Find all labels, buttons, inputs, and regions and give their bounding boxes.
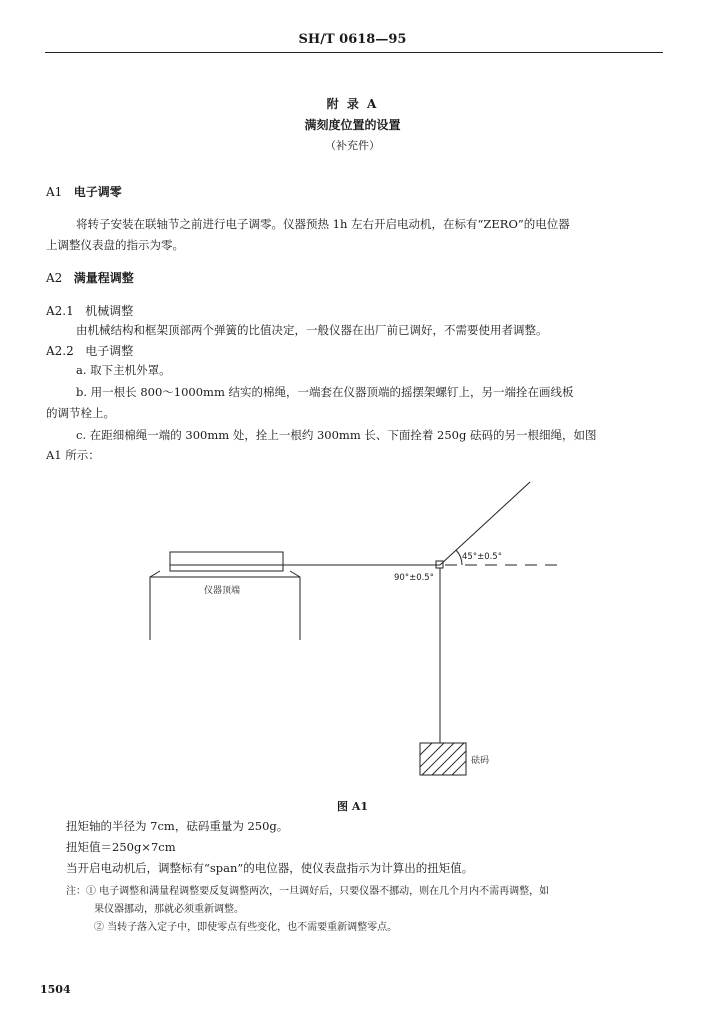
section-number: A1: [46, 185, 63, 199]
frame-edge-right: [290, 571, 300, 577]
a21-paragraph: 由机械结构和框架顶部两个弹簧的比值决定，一般仪器在出厂前已调好，不需要使用者调整。: [76, 323, 548, 337]
appendix-label: 附 录 A: [326, 97, 379, 111]
label-weight: 砝码: [471, 756, 490, 766]
section-title: 满量程调整: [73, 271, 134, 285]
label-instrument-top: 仪器顶端: [204, 586, 241, 596]
appendix-note: （补充件）: [325, 139, 380, 152]
span-adjust-line: 当开启电动机后，调整标有“span”的电位器，使仪表盘指示为计算出的扭矩值。: [66, 861, 474, 875]
section-title: 电子调整: [85, 344, 134, 358]
section-number: A2.2: [46, 344, 74, 358]
torque-radius-line: 扭矩轴的半径为 7cm，砝码重量为 250g。: [66, 819, 289, 833]
a1-paragraph-line2: 上调整仪表盘的指示为零。: [46, 238, 184, 252]
note2: ② 当转子落入定子中，即使零点有些变化，也不需要重新调整零点。: [94, 922, 398, 933]
section-a1-heading: [46, 183, 122, 200]
a22-item-a: a. 取下主机外罩。: [76, 363, 171, 377]
note1-line1: 注：① 电子调整和满量程调整要反复调整两次，一旦调好后，只要仪器不挪动，则在几个月内不需再调整，如: [66, 886, 550, 897]
weight-hatching: [420, 743, 466, 775]
section-number: A2: [46, 271, 63, 285]
appendix-title: 满刻度位置的设置: [304, 118, 401, 132]
a1-paragraph-line1: 将转子安装在联轴节之前进行电子调零。仪器预热 1h 左右开启电动机，在标有“ZERO”的电位器: [76, 217, 570, 231]
section-a2-heading: [46, 269, 134, 286]
section-title: 电子调零: [73, 185, 122, 199]
a22-item-c-line2: A1 所示：: [46, 448, 100, 462]
section-a22-heading: [46, 342, 133, 359]
section-title: 机械调整: [85, 304, 134, 318]
torque-value-line: 扭矩值＝250g×7cm: [66, 840, 176, 854]
section-a21-heading: [46, 302, 133, 319]
label-angle-45: 45°±0.5°: [462, 552, 502, 562]
standard-number-header: SH/T 0618—95: [298, 32, 407, 47]
note1-line2: 果仪器挪动，那就必须重新调整。: [94, 904, 244, 915]
figure-caption: 图 A1: [336, 800, 369, 813]
a22-item-b-line2: 的调节栓上。: [46, 406, 115, 420]
label-angle-90: 90°±0.5°: [394, 573, 434, 583]
section-number: A2.1: [46, 304, 74, 318]
header-rule: [45, 52, 663, 53]
frame-edge-left: [150, 571, 160, 577]
figure-a1-diagram: [0, 470, 705, 790]
a22-item-b-line1: b. 用一根长 800～1000mm 结实的棉绳，一端套在仪器顶端的摇摆架螺钉上，另一端拴在画线板: [76, 385, 574, 399]
instrument-top-box: [170, 552, 283, 571]
a22-item-c-line1: c. 在距细棉绳一端的 300mm 处，拴上一根约 300mm 长、下面拴着 250g 砝码的另一根细绳，如图: [76, 428, 597, 442]
page-number: 1504: [40, 983, 71, 996]
